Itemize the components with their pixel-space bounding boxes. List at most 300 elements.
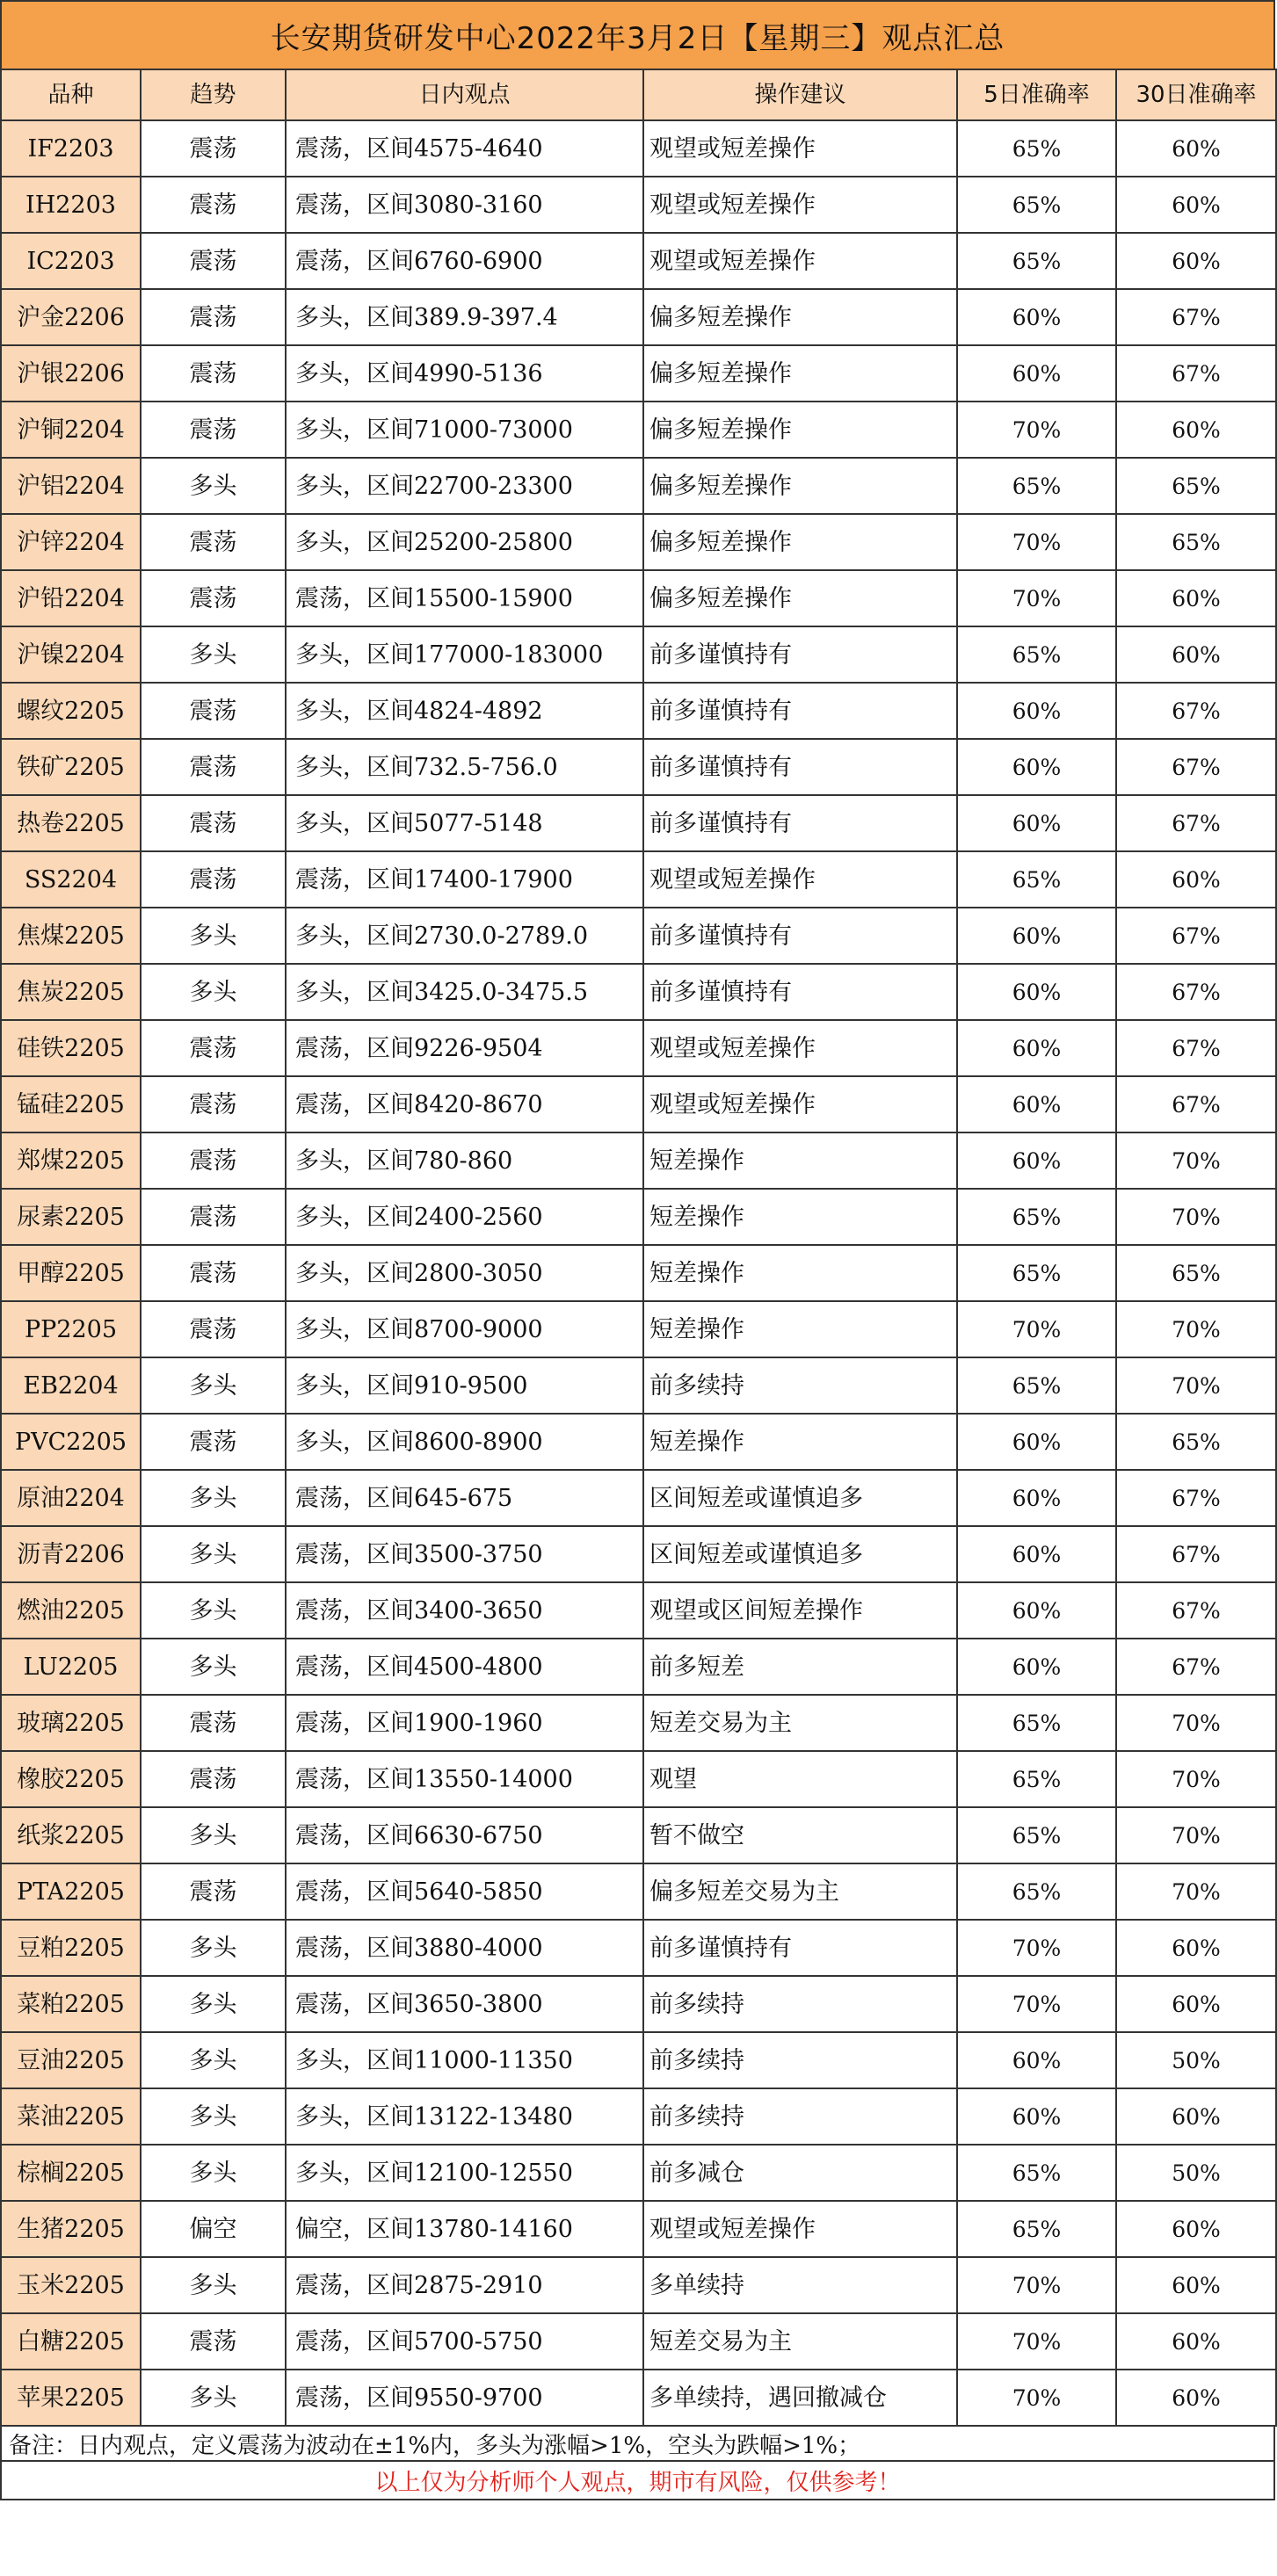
cell-accuracy-5d: 60% bbox=[957, 1526, 1116, 1582]
cell-advice: 短差操作 bbox=[643, 1414, 957, 1470]
cell-advice: 偏多短差操作 bbox=[643, 345, 957, 402]
cell-trend: 震荡 bbox=[141, 795, 286, 851]
cell-advice: 前多续持 bbox=[643, 2088, 957, 2145]
cell-accuracy-5d: 60% bbox=[957, 739, 1116, 795]
cell-variety: PVC2205 bbox=[1, 1414, 141, 1470]
cell-accuracy-5d: 70% bbox=[957, 2313, 1116, 2370]
cell-variety: 原油2204 bbox=[1, 1470, 141, 1526]
cell-accuracy-5d: 65% bbox=[957, 1189, 1116, 1245]
cell-accuracy-5d: 60% bbox=[957, 1076, 1116, 1132]
table-row bbox=[1, 1245, 1276, 1301]
cell-variety: IF2203 bbox=[1, 120, 141, 177]
table-row bbox=[1, 570, 1276, 626]
table-row bbox=[1, 1582, 1276, 1639]
cell-trend: 多头 bbox=[141, 1526, 286, 1582]
cell-accuracy-5d: 65% bbox=[957, 458, 1116, 514]
cell-accuracy-30d: 65% bbox=[1116, 514, 1276, 570]
cell-trend: 偏空 bbox=[141, 2201, 286, 2257]
cell-variety: 苹果2205 bbox=[1, 2370, 141, 2426]
cell-advice: 偏多短差操作 bbox=[643, 402, 957, 458]
cell-intraday-view: 多头，区间3425.0-3475.5 bbox=[286, 964, 643, 1020]
cell-advice: 短差交易为主 bbox=[643, 1695, 957, 1751]
cell-accuracy-30d: 67% bbox=[1116, 908, 1276, 964]
cell-intraday-view: 多头，区间71000-73000 bbox=[286, 402, 643, 458]
cell-accuracy-30d: 65% bbox=[1116, 1245, 1276, 1301]
cell-accuracy-5d: 70% bbox=[957, 514, 1116, 570]
cell-trend: 多头 bbox=[141, 1976, 286, 2032]
cell-variety: 沪铅2204 bbox=[1, 570, 141, 626]
cell-accuracy-5d: 65% bbox=[957, 1807, 1116, 1863]
cell-accuracy-30d: 70% bbox=[1116, 1751, 1276, 1807]
cell-accuracy-5d: 65% bbox=[957, 851, 1116, 908]
cell-trend: 震荡 bbox=[141, 1076, 286, 1132]
cell-advice: 区间短差或谨慎追多 bbox=[643, 1470, 957, 1526]
cell-variety: 焦煤2205 bbox=[1, 908, 141, 964]
cell-accuracy-5d: 60% bbox=[957, 964, 1116, 1020]
cell-variety: 甲醇2205 bbox=[1, 1245, 141, 1301]
table-row bbox=[1, 120, 1276, 177]
cell-intraday-view: 多头，区间8700-9000 bbox=[286, 1301, 643, 1357]
cell-trend: 多头 bbox=[141, 2032, 286, 2088]
cell-intraday-view: 震荡，区间4500-4800 bbox=[286, 1639, 643, 1695]
cell-intraday-view: 震荡，区间6760-6900 bbox=[286, 233, 643, 289]
cell-accuracy-5d: 60% bbox=[957, 1470, 1116, 1526]
cell-trend: 多头 bbox=[141, 1920, 286, 1976]
cell-accuracy-30d: 70% bbox=[1116, 1132, 1276, 1189]
footnote: 备注：日内观点，定义震荡为波动在±1%内，多头为涨幅>1%，空头为跌幅>1%； bbox=[0, 2427, 1275, 2462]
cell-accuracy-5d: 70% bbox=[957, 402, 1116, 458]
cell-advice: 短差操作 bbox=[643, 1132, 957, 1189]
table-row bbox=[1, 1526, 1276, 1582]
cell-trend: 震荡 bbox=[141, 1301, 286, 1357]
cell-accuracy-30d: 60% bbox=[1116, 2201, 1276, 2257]
cell-accuracy-5d: 65% bbox=[957, 2201, 1116, 2257]
cell-advice: 多单续持，遇回撤减仓 bbox=[643, 2370, 957, 2426]
cell-variety: LU2205 bbox=[1, 1639, 141, 1695]
cell-trend: 多头 bbox=[141, 458, 286, 514]
cell-accuracy-30d: 65% bbox=[1116, 1414, 1276, 1470]
cell-trend: 震荡 bbox=[141, 1695, 286, 1751]
cell-variety: 尿素2205 bbox=[1, 1189, 141, 1245]
table-row bbox=[1, 2201, 1276, 2257]
cell-advice: 偏多短差操作 bbox=[643, 570, 957, 626]
cell-trend: 多头 bbox=[141, 1357, 286, 1414]
cell-accuracy-30d: 60% bbox=[1116, 2257, 1276, 2313]
cell-accuracy-5d: 70% bbox=[957, 1920, 1116, 1976]
cell-intraday-view: 多头，区间13122-13480 bbox=[286, 2088, 643, 2145]
cell-accuracy-30d: 70% bbox=[1116, 1189, 1276, 1245]
cell-accuracy-5d: 60% bbox=[957, 345, 1116, 402]
cell-intraday-view: 多头，区间8600-8900 bbox=[286, 1414, 643, 1470]
cell-variety: 豆粕2205 bbox=[1, 1920, 141, 1976]
cell-accuracy-5d: 65% bbox=[957, 1245, 1116, 1301]
cell-variety: 白糖2205 bbox=[1, 2313, 141, 2370]
cell-accuracy-30d: 67% bbox=[1116, 1020, 1276, 1076]
cell-variety: 菜油2205 bbox=[1, 2088, 141, 2145]
table-row bbox=[1, 1132, 1276, 1189]
cell-intraday-view: 震荡，区间3400-3650 bbox=[286, 1582, 643, 1639]
cell-accuracy-30d: 67% bbox=[1116, 964, 1276, 1020]
summary-table bbox=[0, 69, 1277, 2427]
cell-intraday-view: 震荡，区间4575-4640 bbox=[286, 120, 643, 177]
table-row bbox=[1, 851, 1276, 908]
cell-variety: 沪镍2204 bbox=[1, 626, 141, 683]
header-accuracy-5d: 5日准确率 bbox=[957, 69, 1116, 120]
header-row bbox=[1, 69, 1276, 120]
cell-variety: 沪锌2204 bbox=[1, 514, 141, 570]
cell-trend: 震荡 bbox=[141, 1751, 286, 1807]
cell-intraday-view: 震荡，区间8420-8670 bbox=[286, 1076, 643, 1132]
cell-trend: 震荡 bbox=[141, 683, 286, 739]
cell-advice: 前多谨慎持有 bbox=[643, 683, 957, 739]
cell-trend: 多头 bbox=[141, 1582, 286, 1639]
cell-intraday-view: 多头，区间177000-183000 bbox=[286, 626, 643, 683]
cell-advice: 短差操作 bbox=[643, 1189, 957, 1245]
cell-accuracy-5d: 60% bbox=[957, 2032, 1116, 2088]
cell-accuracy-5d: 70% bbox=[957, 1301, 1116, 1357]
cell-trend: 震荡 bbox=[141, 1414, 286, 1470]
cell-intraday-view: 震荡，区间645-675 bbox=[286, 1470, 643, 1526]
cell-accuracy-30d: 60% bbox=[1116, 177, 1276, 233]
cell-accuracy-5d: 65% bbox=[957, 177, 1116, 233]
cell-advice: 前多谨慎持有 bbox=[643, 795, 957, 851]
cell-trend: 震荡 bbox=[141, 177, 286, 233]
cell-accuracy-30d: 67% bbox=[1116, 1639, 1276, 1695]
cell-trend: 多头 bbox=[141, 1639, 286, 1695]
cell-accuracy-30d: 70% bbox=[1116, 1357, 1276, 1414]
cell-trend: 震荡 bbox=[141, 1189, 286, 1245]
cell-variety: 沥青2206 bbox=[1, 1526, 141, 1582]
cell-variety: EB2204 bbox=[1, 1357, 141, 1414]
cell-trend: 多头 bbox=[141, 2257, 286, 2313]
cell-advice: 前多谨慎持有 bbox=[643, 626, 957, 683]
cell-accuracy-30d: 70% bbox=[1116, 1807, 1276, 1863]
cell-accuracy-5d: 60% bbox=[957, 2088, 1116, 2145]
table-row bbox=[1, 514, 1276, 570]
cell-advice: 短差操作 bbox=[643, 1301, 957, 1357]
cell-advice: 前多谨慎持有 bbox=[643, 739, 957, 795]
cell-advice: 偏多短差交易为主 bbox=[643, 1863, 957, 1920]
cell-variety: 纸浆2205 bbox=[1, 1807, 141, 1863]
cell-trend: 多头 bbox=[141, 2370, 286, 2426]
cell-advice: 观望或短差操作 bbox=[643, 233, 957, 289]
cell-accuracy-30d: 67% bbox=[1116, 289, 1276, 345]
table-row bbox=[1, 964, 1276, 1020]
cell-intraday-view: 多头，区间389.9-397.4 bbox=[286, 289, 643, 345]
cell-variety: 玻璃2205 bbox=[1, 1695, 141, 1751]
cell-advice: 短差交易为主 bbox=[643, 2313, 957, 2370]
cell-accuracy-5d: 60% bbox=[957, 1132, 1116, 1189]
cell-trend: 震荡 bbox=[141, 345, 286, 402]
cell-variety: 菜粕2205 bbox=[1, 1976, 141, 2032]
table-header bbox=[1, 69, 1276, 120]
cell-intraday-view: 震荡，区间15500-15900 bbox=[286, 570, 643, 626]
cell-advice: 区间短差或谨慎追多 bbox=[643, 1526, 957, 1582]
cell-intraday-view: 多头，区间11000-11350 bbox=[286, 2032, 643, 2088]
table-row bbox=[1, 1920, 1276, 1976]
cell-intraday-view: 震荡，区间5640-5850 bbox=[286, 1863, 643, 1920]
cell-accuracy-30d: 60% bbox=[1116, 2313, 1276, 2370]
table-row bbox=[1, 2088, 1276, 2145]
cell-accuracy-5d: 60% bbox=[957, 1020, 1116, 1076]
cell-variety: 棕榈2205 bbox=[1, 2145, 141, 2201]
cell-trend: 多头 bbox=[141, 2088, 286, 2145]
cell-advice: 多单续持 bbox=[643, 2257, 957, 2313]
header-variety: 品种 bbox=[1, 69, 141, 120]
cell-intraday-view: 震荡，区间1900-1960 bbox=[286, 1695, 643, 1751]
cell-variety: PP2205 bbox=[1, 1301, 141, 1357]
cell-accuracy-30d: 60% bbox=[1116, 1976, 1276, 2032]
table-row bbox=[1, 1020, 1276, 1076]
cell-accuracy-30d: 60% bbox=[1116, 2370, 1276, 2426]
table-row bbox=[1, 683, 1276, 739]
cell-accuracy-5d: 65% bbox=[957, 1751, 1116, 1807]
table-row bbox=[1, 402, 1276, 458]
cell-trend: 震荡 bbox=[141, 1132, 286, 1189]
cell-variety: 燃油2205 bbox=[1, 1582, 141, 1639]
table-row bbox=[1, 908, 1276, 964]
table-row bbox=[1, 2313, 1276, 2370]
table-row bbox=[1, 1414, 1276, 1470]
cell-intraday-view: 震荡，区间2875-2910 bbox=[286, 2257, 643, 2313]
cell-advice: 前多谨慎持有 bbox=[643, 964, 957, 1020]
cell-variety: 沪银2206 bbox=[1, 345, 141, 402]
cell-advice: 观望 bbox=[643, 1751, 957, 1807]
cell-advice: 偏多短差操作 bbox=[643, 458, 957, 514]
cell-advice: 观望或短差操作 bbox=[643, 120, 957, 177]
cell-advice: 前多续持 bbox=[643, 1976, 957, 2032]
cell-intraday-view: 多头，区间22700-23300 bbox=[286, 458, 643, 514]
table-row bbox=[1, 1695, 1276, 1751]
table-row bbox=[1, 2370, 1276, 2426]
cell-trend: 多头 bbox=[141, 2145, 286, 2201]
cell-variety: 郑煤2205 bbox=[1, 1132, 141, 1189]
cell-accuracy-5d: 70% bbox=[957, 2257, 1116, 2313]
cell-advice: 前多减仓 bbox=[643, 2145, 957, 2201]
cell-variety: 沪金2206 bbox=[1, 289, 141, 345]
cell-advice: 前多续持 bbox=[643, 2032, 957, 2088]
cell-advice: 观望或短差操作 bbox=[643, 851, 957, 908]
cell-accuracy-30d: 60% bbox=[1116, 233, 1276, 289]
table-row bbox=[1, 233, 1276, 289]
cell-accuracy-30d: 50% bbox=[1116, 2032, 1276, 2088]
cell-variety: 硅铁2205 bbox=[1, 1020, 141, 1076]
cell-variety: 豆油2205 bbox=[1, 2032, 141, 2088]
table-row bbox=[1, 626, 1276, 683]
sheet-title: 长安期货研发中心2022年3月2日【星期三】观点汇总 bbox=[0, 0, 1275, 69]
disclaimer: 以上仅为分析师个人观点，期市有风险，仅供参考！ bbox=[0, 2462, 1275, 2500]
table-row bbox=[1, 289, 1276, 345]
cell-intraday-view: 震荡，区间13550-14000 bbox=[286, 1751, 643, 1807]
table-row bbox=[1, 1357, 1276, 1414]
cell-trend: 多头 bbox=[141, 1807, 286, 1863]
table-row bbox=[1, 1301, 1276, 1357]
cell-advice: 前多谨慎持有 bbox=[643, 908, 957, 964]
table-row bbox=[1, 1470, 1276, 1526]
cell-accuracy-30d: 70% bbox=[1116, 1863, 1276, 1920]
cell-trend: 震荡 bbox=[141, 739, 286, 795]
cell-accuracy-30d: 60% bbox=[1116, 851, 1276, 908]
cell-intraday-view: 震荡，区间9226-9504 bbox=[286, 1020, 643, 1076]
cell-intraday-view: 偏空，区间13780-14160 bbox=[286, 2201, 643, 2257]
table-row bbox=[1, 2032, 1276, 2088]
cell-accuracy-30d: 67% bbox=[1116, 1526, 1276, 1582]
cell-accuracy-5d: 65% bbox=[957, 120, 1116, 177]
cell-trend: 震荡 bbox=[141, 851, 286, 908]
cell-variety: IH2203 bbox=[1, 177, 141, 233]
cell-accuracy-30d: 60% bbox=[1116, 1920, 1276, 1976]
cell-accuracy-30d: 60% bbox=[1116, 120, 1276, 177]
header-trend: 趋势 bbox=[141, 69, 286, 120]
cell-variety: 热卷2205 bbox=[1, 795, 141, 851]
cell-accuracy-30d: 60% bbox=[1116, 626, 1276, 683]
cell-accuracy-30d: 60% bbox=[1116, 570, 1276, 626]
cell-variety: 铁矿2205 bbox=[1, 739, 141, 795]
cell-advice: 偏多短差操作 bbox=[643, 289, 957, 345]
cell-accuracy-30d: 67% bbox=[1116, 345, 1276, 402]
cell-intraday-view: 震荡，区间9550-9700 bbox=[286, 2370, 643, 2426]
table-row bbox=[1, 1076, 1276, 1132]
cell-advice: 观望或区间短差操作 bbox=[643, 1582, 957, 1639]
cell-accuracy-5d: 65% bbox=[957, 1357, 1116, 1414]
cell-advice: 短差操作 bbox=[643, 1245, 957, 1301]
cell-intraday-view: 多头，区间2400-2560 bbox=[286, 1189, 643, 1245]
cell-accuracy-30d: 60% bbox=[1116, 2088, 1276, 2145]
cell-accuracy-5d: 70% bbox=[957, 2370, 1116, 2426]
table-row bbox=[1, 1807, 1276, 1863]
cell-accuracy-5d: 65% bbox=[957, 2145, 1116, 2201]
cell-intraday-view: 多头，区间780-860 bbox=[286, 1132, 643, 1189]
cell-accuracy-5d: 65% bbox=[957, 626, 1116, 683]
cell-intraday-view: 多头，区间4990-5136 bbox=[286, 345, 643, 402]
cell-trend: 多头 bbox=[141, 964, 286, 1020]
cell-accuracy-30d: 67% bbox=[1116, 683, 1276, 739]
header-accuracy-30d: 30日准确率 bbox=[1116, 69, 1276, 120]
table-row bbox=[1, 2145, 1276, 2201]
cell-accuracy-30d: 67% bbox=[1116, 1470, 1276, 1526]
cell-advice: 前多续持 bbox=[643, 1357, 957, 1414]
cell-variety: IC2203 bbox=[1, 233, 141, 289]
cell-advice: 观望或短差操作 bbox=[643, 1076, 957, 1132]
cell-accuracy-5d: 70% bbox=[957, 1976, 1116, 2032]
table-row bbox=[1, 1189, 1276, 1245]
cell-advice: 偏多短差操作 bbox=[643, 514, 957, 570]
cell-accuracy-5d: 65% bbox=[957, 1863, 1116, 1920]
cell-trend: 多头 bbox=[141, 908, 286, 964]
cell-advice: 前多谨慎持有 bbox=[643, 1920, 957, 1976]
cell-accuracy-30d: 70% bbox=[1116, 1695, 1276, 1751]
cell-intraday-view: 多头，区间12100-12550 bbox=[286, 2145, 643, 2201]
cell-intraday-view: 多头，区间2730.0-2789.0 bbox=[286, 908, 643, 964]
cell-trend: 震荡 bbox=[141, 402, 286, 458]
cell-intraday-view: 震荡，区间3880-4000 bbox=[286, 1920, 643, 1976]
cell-intraday-view: 震荡，区间17400-17900 bbox=[286, 851, 643, 908]
cell-variety: 生猪2205 bbox=[1, 2201, 141, 2257]
cell-advice: 观望或短差操作 bbox=[643, 177, 957, 233]
table-row bbox=[1, 1639, 1276, 1695]
cell-trend: 震荡 bbox=[141, 120, 286, 177]
cell-variety: 玉米2205 bbox=[1, 2257, 141, 2313]
table-row bbox=[1, 345, 1276, 402]
cell-variety: 螺纹2205 bbox=[1, 683, 141, 739]
table-body bbox=[1, 120, 1276, 2426]
table-row bbox=[1, 458, 1276, 514]
cell-intraday-view: 震荡，区间6630-6750 bbox=[286, 1807, 643, 1863]
cell-accuracy-5d: 60% bbox=[957, 683, 1116, 739]
cell-trend: 震荡 bbox=[141, 1863, 286, 1920]
cell-trend: 震荡 bbox=[141, 1245, 286, 1301]
cell-trend: 震荡 bbox=[141, 514, 286, 570]
cell-accuracy-5d: 60% bbox=[957, 1639, 1116, 1695]
cell-accuracy-30d: 67% bbox=[1116, 1582, 1276, 1639]
cell-intraday-view: 多头，区间910-9500 bbox=[286, 1357, 643, 1414]
cell-accuracy-5d: 70% bbox=[957, 570, 1116, 626]
table-row bbox=[1, 1976, 1276, 2032]
cell-intraday-view: 震荡，区间5700-5750 bbox=[286, 2313, 643, 2370]
cell-accuracy-5d: 60% bbox=[957, 289, 1116, 345]
cell-advice: 观望或短差操作 bbox=[643, 2201, 957, 2257]
cell-trend: 震荡 bbox=[141, 2313, 286, 2370]
cell-accuracy-30d: 67% bbox=[1116, 1076, 1276, 1132]
cell-variety: 橡胶2205 bbox=[1, 1751, 141, 1807]
cell-trend: 多头 bbox=[141, 626, 286, 683]
cell-variety: 锰硅2205 bbox=[1, 1076, 141, 1132]
cell-advice: 观望或短差操作 bbox=[643, 1020, 957, 1076]
table-row bbox=[1, 177, 1276, 233]
cell-variety: 沪铜2204 bbox=[1, 402, 141, 458]
cell-accuracy-30d: 70% bbox=[1116, 1301, 1276, 1357]
cell-accuracy-5d: 60% bbox=[957, 908, 1116, 964]
cell-accuracy-5d: 65% bbox=[957, 1695, 1116, 1751]
cell-variety: 焦炭2205 bbox=[1, 964, 141, 1020]
table-row bbox=[1, 2257, 1276, 2313]
cell-accuracy-5d: 60% bbox=[957, 1582, 1116, 1639]
cell-accuracy-30d: 60% bbox=[1116, 402, 1276, 458]
header-intraday-view: 日内观点 bbox=[286, 69, 643, 120]
cell-intraday-view: 多头，区间2800-3050 bbox=[286, 1245, 643, 1301]
cell-intraday-view: 多头，区间4824-4892 bbox=[286, 683, 643, 739]
cell-trend: 震荡 bbox=[141, 1020, 286, 1076]
cell-accuracy-30d: 50% bbox=[1116, 2145, 1276, 2201]
cell-advice: 暂不做空 bbox=[643, 1807, 957, 1863]
cell-intraday-view: 多头，区间25200-25800 bbox=[286, 514, 643, 570]
table-row bbox=[1, 795, 1276, 851]
cell-accuracy-5d: 60% bbox=[957, 1414, 1116, 1470]
cell-trend: 震荡 bbox=[141, 233, 286, 289]
cell-accuracy-30d: 65% bbox=[1116, 458, 1276, 514]
cell-intraday-view: 震荡，区间3650-3800 bbox=[286, 1976, 643, 2032]
cell-intraday-view: 震荡，区间3080-3160 bbox=[286, 177, 643, 233]
cell-accuracy-30d: 67% bbox=[1116, 795, 1276, 851]
cell-accuracy-30d: 67% bbox=[1116, 739, 1276, 795]
cell-accuracy-5d: 65% bbox=[957, 233, 1116, 289]
cell-trend: 震荡 bbox=[141, 289, 286, 345]
cell-variety: SS2204 bbox=[1, 851, 141, 908]
cell-intraday-view: 多头，区间732.5-756.0 bbox=[286, 739, 643, 795]
table-row bbox=[1, 739, 1276, 795]
cell-advice: 前多短差 bbox=[643, 1639, 957, 1695]
cell-intraday-view: 多头，区间5077-5148 bbox=[286, 795, 643, 851]
cell-trend: 震荡 bbox=[141, 570, 286, 626]
cell-variety: 沪铝2204 bbox=[1, 458, 141, 514]
cell-intraday-view: 震荡，区间3500-3750 bbox=[286, 1526, 643, 1582]
cell-trend: 多头 bbox=[141, 1470, 286, 1526]
table-row bbox=[1, 1751, 1276, 1807]
header-advice: 操作建议 bbox=[643, 69, 957, 120]
cell-variety: PTA2205 bbox=[1, 1863, 141, 1920]
cell-accuracy-5d: 60% bbox=[957, 795, 1116, 851]
table-row bbox=[1, 1863, 1276, 1920]
